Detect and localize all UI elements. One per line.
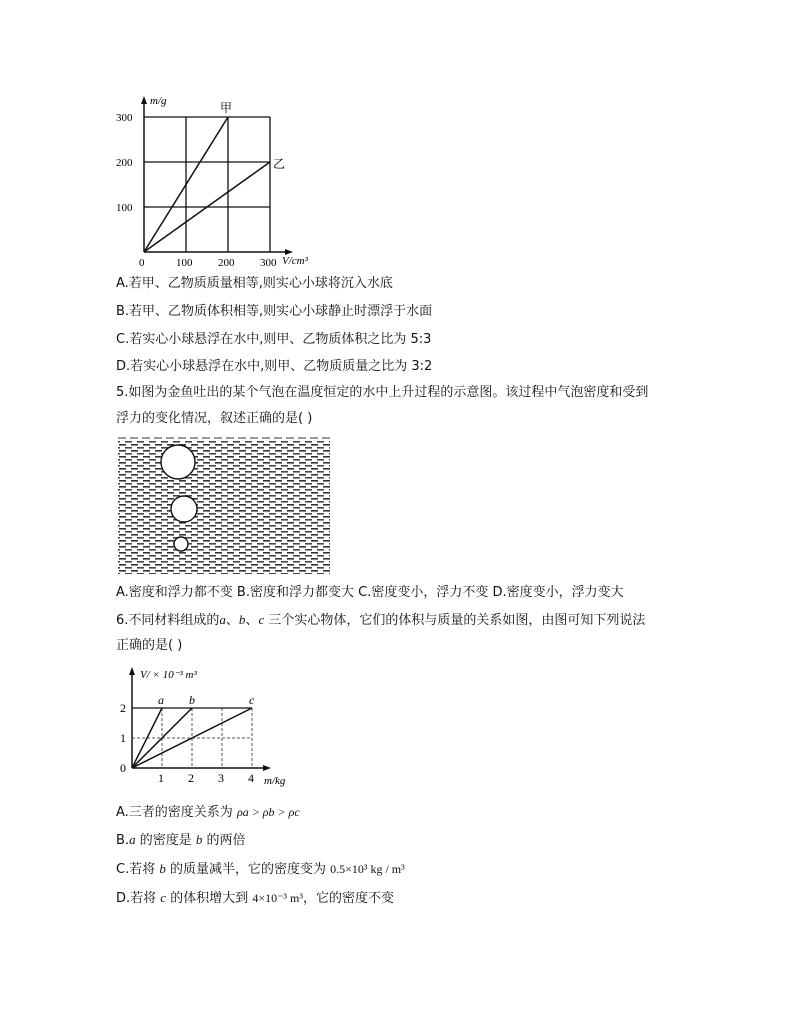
bubble-medium <box>171 496 197 522</box>
y-tick-2: 2 <box>120 701 126 715</box>
y-axis-label: m/g <box>150 95 167 107</box>
x-tick-200: 200 <box>218 257 235 269</box>
x-axis-label: m/kg <box>264 775 286 787</box>
q4-option-a: A.若甲、乙物质质量相等,则实心小球将沉入水底 <box>116 276 393 291</box>
q6-option-d: D.若将 c 的体积增大到 4×10⁻³ m³，它的密度不变 <box>116 890 394 906</box>
letter-a: a <box>219 612 226 627</box>
label-a: a <box>158 693 164 707</box>
letter-b: b <box>238 612 246 627</box>
x-tick-100: 100 <box>176 257 193 269</box>
x-tick-300: 300 <box>260 257 277 269</box>
bubble-large <box>161 445 195 479</box>
label-c: c <box>249 693 255 707</box>
q6-stem-line1: 6.不同材料组成的a、b、c 三个实心物体，它们的体积与质量的关系如图，由图可知下列说法 <box>116 612 646 628</box>
y-tick-1: 1 <box>120 731 126 745</box>
q4-option-d: D.若实心小球悬浮在水中,则甲、乙物质质量之比为 3:2 <box>116 359 433 374</box>
q4-option-c: C.若实心小球悬浮在水中,则甲、乙物质体积之比为 5:3 <box>116 332 432 347</box>
q6-option-a: A.三者的密度关系为 ρa > ρb > ρc <box>116 805 300 820</box>
y-tick-200: 200 <box>116 157 133 169</box>
q6-option-c: C.若将 b 的质量减半，它的密度变为 0.5×10³ kg / m³ <box>116 861 405 877</box>
bubble-small <box>174 537 188 551</box>
q4-option-b: B.若甲、乙物质体积相等,则实心小球静止时漂浮于水面 <box>116 304 433 319</box>
letter-c: c <box>258 612 265 627</box>
y-tick-300: 300 <box>116 112 133 124</box>
q5-stem-line2: 浮力的变化情况，叙述正确的是( ) <box>116 411 313 426</box>
q6-option-b: B.a 的密度是 b 的两倍 <box>116 832 246 848</box>
x-tick-4: 4 <box>248 771 254 785</box>
density-relation: ρa > ρb > ρc <box>236 805 300 819</box>
volume-mass-graph-abc <box>114 664 314 792</box>
x-tick-2: 2 <box>188 771 194 785</box>
origin-label: 0 <box>139 257 145 269</box>
y-tick-100: 100 <box>116 202 133 214</box>
label-b: b <box>189 693 195 707</box>
label-jia: 甲 <box>220 101 233 115</box>
bubble-in-water-figure <box>118 436 330 576</box>
density-graph-jia-yi <box>110 92 320 272</box>
q6-stem-line2: 正确的是( ) <box>116 638 183 653</box>
x-tick-1: 1 <box>158 771 164 785</box>
q5-stem-line1: 5.如图为金鱼吐出的某个气泡在温度恒定的水中上升过程的示意图。该过程中气泡密度和受到 <box>116 385 649 400</box>
label-yi: 乙 <box>273 157 286 171</box>
x-tick-3: 3 <box>218 771 224 785</box>
y-axis-label: V/ × 10⁻³ m³ <box>140 669 197 681</box>
x-axis-label: V/cm³ <box>282 255 308 267</box>
q5-options: A.密度和浮力都不变 B.密度和浮力都变大 C.密度变小，浮力不变 D.密度变小，浮力变大 <box>116 585 624 600</box>
origin-label: 0 <box>120 761 126 775</box>
